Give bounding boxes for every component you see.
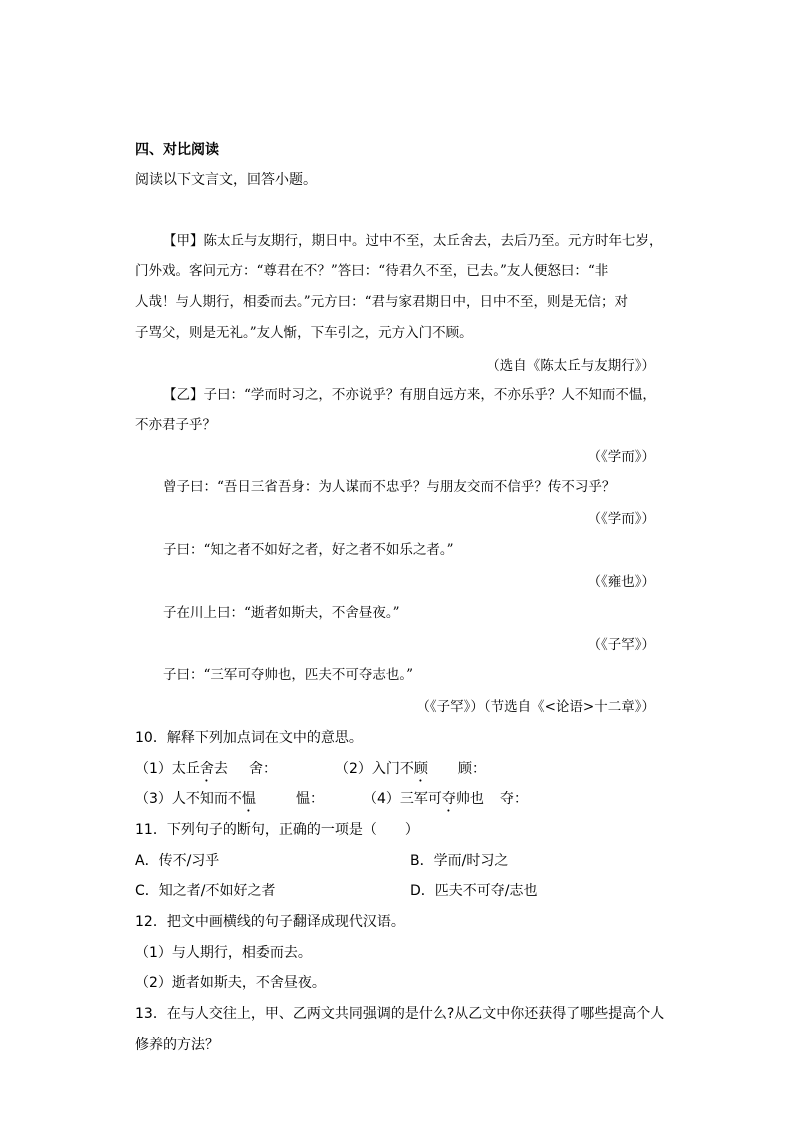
- item-text: 逝者如斯夫，不舍昼夜。: [171, 975, 326, 991]
- section-title: 四、对比阅读: [135, 142, 219, 158]
- question-10-item: [135, 788, 256, 815]
- item-number: （2）: [335, 761, 372, 777]
- option-letter: D．: [410, 883, 435, 899]
- question-10-answer-label: 夺：: [500, 791, 528, 807]
- question-12-stem: 12．把文中画横线的句子翻译成现代汉语。: [135, 914, 405, 930]
- item-text-pre: 入门不: [371, 761, 414, 777]
- instruction: 阅读以下文言文，回答小题。: [135, 172, 317, 188]
- item-number: （4）: [363, 791, 400, 807]
- option-text: 知之者/不如好之者: [158, 883, 276, 899]
- passage-yi-line: 曾子曰：“吾日三省吾身：为人谋而不忠乎？与朋友交而不信乎？传不习乎？: [163, 479, 616, 495]
- passage-yi-source: （《学而》）: [587, 449, 655, 465]
- passage-yi-line: 【乙】子曰：“学而时习之，不亦说乎？有朋自远方来，不亦乐乎？人不知而不愠，: [163, 387, 656, 403]
- dotted-word: 舍: [199, 761, 214, 777]
- passage-jia-line: 【甲】陈太丘与友期行，期日中。过中不至，太丘舍去，去后乃至。元方时年七岁，: [163, 233, 663, 249]
- question-12-item: [135, 942, 312, 964]
- item-text-pre: 人不知而不: [171, 791, 242, 807]
- question-12-item: [135, 972, 326, 994]
- passage-yi-source: （《子罕》）（节选自《<论语>十二章》）: [416, 699, 655, 715]
- question-10-answer-label: 愠：: [296, 791, 324, 807]
- dotted-word: 夺: [441, 791, 456, 807]
- item-text-post: 去: [213, 761, 228, 777]
- item-number: （1）: [135, 761, 172, 777]
- option-letter: A．: [135, 853, 159, 869]
- option-text: 匹夫不可夺/志也: [434, 883, 538, 899]
- passage-yi-source: （《雍也》）: [587, 574, 655, 590]
- passage-yi-line: 子曰：“三军可夺帅也，匹夫不可夺志也。”: [163, 667, 414, 683]
- option-b: [410, 850, 508, 872]
- passage-yi-line: 子在川上曰：“逝者如斯夫，不舍昼夜。”: [163, 605, 400, 621]
- passage-yi-source: （《学而》）: [587, 511, 655, 527]
- option-letter: C．: [135, 883, 159, 899]
- passage-jia-line: 人哉！与人期行，相委而去。”元方曰：“君与家君期日中，日中不至，则是无信；对: [135, 294, 629, 310]
- passage-jia-line: 子骂父，则是无礼。”友人惭，下车引之，元方入门不顾。: [135, 325, 473, 341]
- item-text-pre: 三军可: [399, 791, 442, 807]
- question-10-item: [335, 758, 428, 785]
- option-text: 传不/习乎: [158, 853, 220, 869]
- option-text: 学而/时习之: [433, 853, 509, 869]
- question-11-stem: 11．下列句子的断句，正确的一项是（ ）: [135, 822, 419, 838]
- item-number: （1）: [135, 945, 172, 961]
- dotted-word: 愠: [241, 791, 256, 807]
- passage-jia-source: （选自《陈太丘与友期行》）: [486, 358, 655, 374]
- question-10-item: [363, 788, 484, 815]
- item-number: （2）: [135, 975, 172, 991]
- passage-yi-source: （《子罕》）: [587, 637, 655, 653]
- question-13-line: 13．在与人交往上，甲、乙两文共同强调的是什么?从乙文中你还获得了哪些提高个人: [135, 1006, 665, 1022]
- dotted-word: 顾: [413, 761, 428, 777]
- option-a: [135, 850, 219, 872]
- question-10-answer-label: 舍：: [249, 761, 277, 777]
- question-10-answer-label: 顾：: [458, 761, 486, 777]
- option-d: [410, 880, 538, 902]
- passage-yi-line: 不亦君子乎？: [135, 417, 216, 433]
- passage-jia-line: 门外戏。客问元方：“尊君在不？”答曰：“待君久不至，已去。”友人便怒曰：“非: [135, 263, 609, 279]
- question-10-stem: 10．解释下列加点词在文中的意思。: [135, 730, 363, 746]
- option-letter: B．: [410, 853, 434, 869]
- item-text-pre: 太丘: [171, 761, 200, 777]
- option-c: [135, 880, 276, 902]
- item-number: （3）: [135, 791, 172, 807]
- item-text: 与人期行，相委而去。: [171, 945, 312, 961]
- question-10-item: [135, 758, 228, 785]
- item-text-post: 帅也: [455, 791, 484, 807]
- question-13-line: 修养的方法？: [135, 1037, 219, 1053]
- passage-yi-line: 子曰：“知之者不如好之者，好之者不如乐之者。”: [163, 542, 454, 558]
